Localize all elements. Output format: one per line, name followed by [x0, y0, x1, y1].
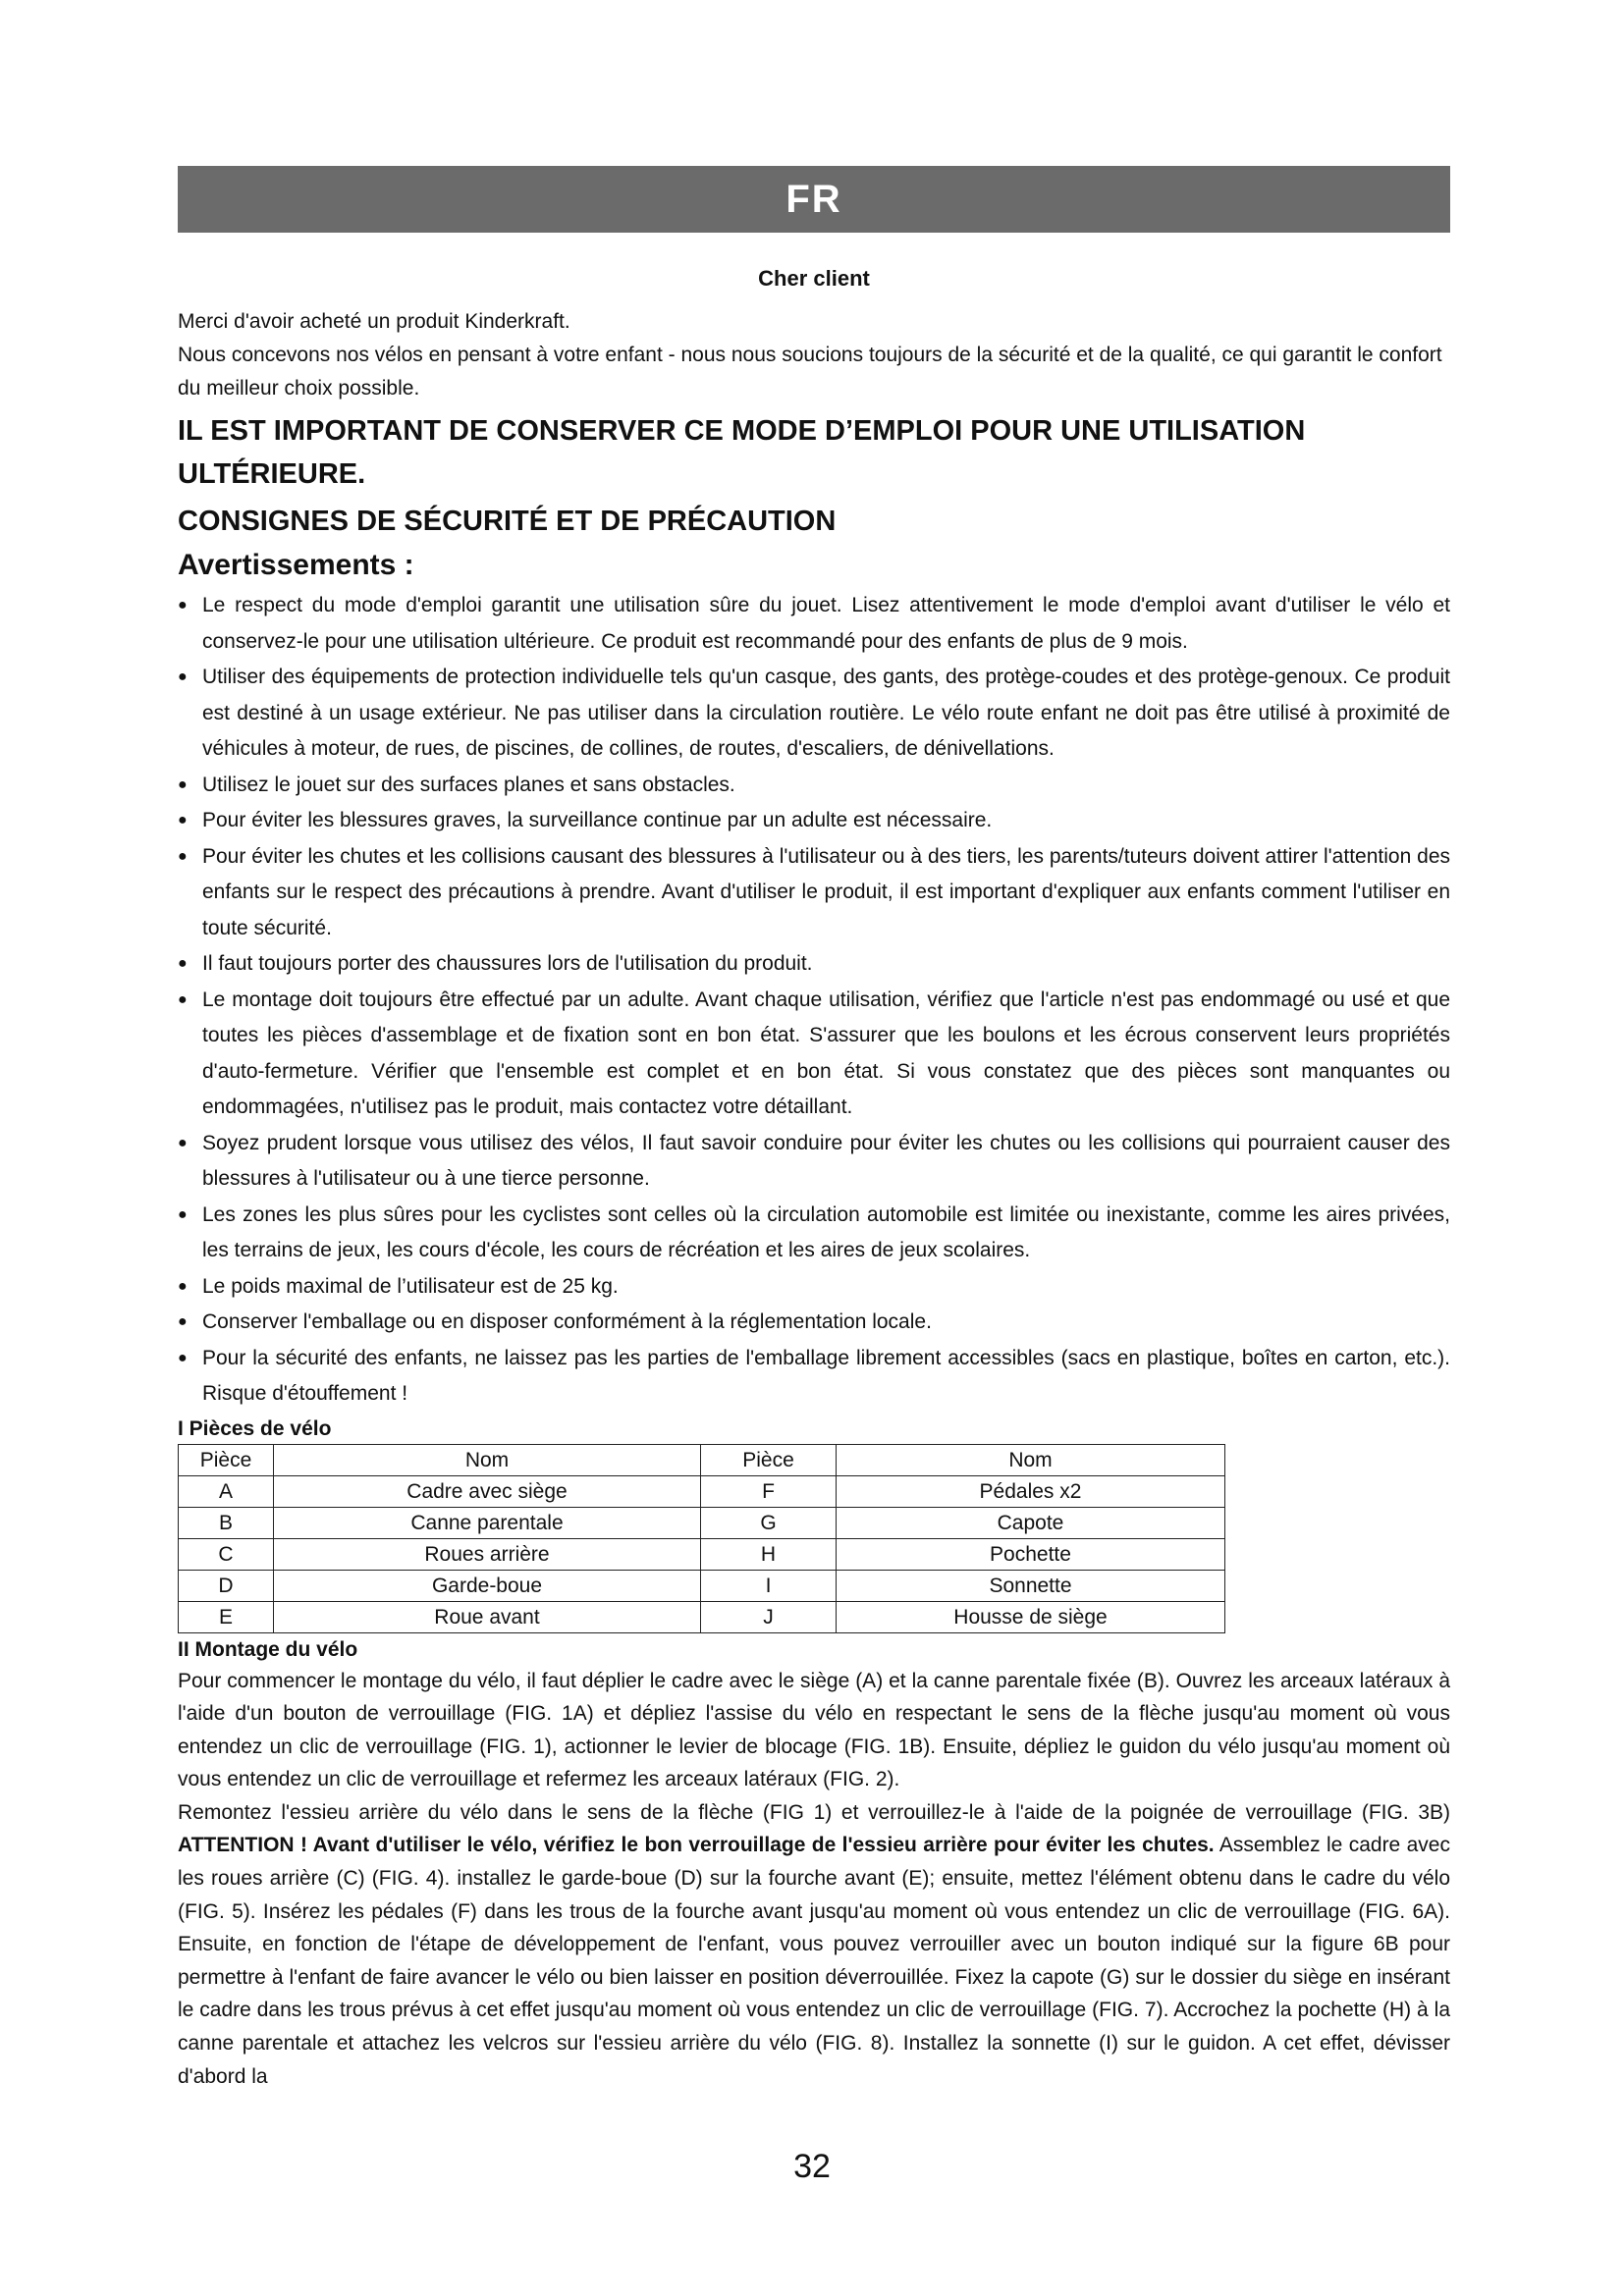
warning-item: ● Le montage doit toujours être effectué par un adulte. Avant chaque utilisation, vérifiez que l'article n'est pas endommagé ou usé et que toutes les pièces d'assemblage et de fixation sont en bon état. S'assurer que les boulons et les écrous conservent leurs propriétés d'auto-fermeture. Vérifier que l'ensemble est complet et en bon état. Si vous constatez que des pièces sont manquantes ou endommagées, n'utilisez pas le produit, mais contactez votre détaillant. — [178, 983, 1450, 1126]
table-row — [179, 1570, 1225, 1601]
part-name: Housse de siège — [837, 1601, 1225, 1632]
part-letter: F — [701, 1475, 837, 1507]
parts-table — [178, 1444, 1225, 1633]
part-letter: A — [179, 1475, 274, 1507]
table-row — [179, 1475, 1225, 1507]
warning-item: ● Le poids maximal de l’utilisateur est de 25 kg. — [178, 1269, 1450, 1306]
warning-item: ● Utiliser des équipements de protection individuelle tels qu'un casque, des gants, des protège-coudes et des protège-genoux. Ce produit est destiné à un usage extérieur. Ne pas utiliser dans la circulation routière. Le vélo route enfant ne doit pas être utilisé à proximité de véhicules à moteur, de rues, de piscines, de collines, de routes, d'escaliers, de dénivellations. — [178, 660, 1450, 768]
bullet-icon: ● — [178, 597, 188, 614]
bullet-icon: ● — [178, 1205, 188, 1223]
column-header-piece: Pièce — [179, 1444, 274, 1475]
part-letter: D — [179, 1570, 274, 1601]
warning-item: ● Conserver l'emballage ou en disposer conformément à la réglementation locale. — [178, 1305, 1450, 1341]
assembly-section-title: II Montage du vélo — [178, 1637, 358, 1661]
warning-item: ● Les zones les plus sûres pour les cyclistes sont celles où la circulation automobile est limitée ou inexistante, comme les aires privées, les terrains de jeux, les cours d'école, les cours de récréation et les aires de jeux scolaires. — [178, 1198, 1450, 1269]
warning-item: ● Le respect du mode d'emploi garantit une utilisation sûre du jouet. Lisez attentivement le mode d'emploi avant d'utiliser le vélo et conservez-le pour une utilisation ultérieure. Ce produit est recommandé pour des enfants de plus de 9 mois. — [178, 588, 1450, 660]
column-header-name: Nom — [274, 1444, 701, 1475]
table-row — [179, 1538, 1225, 1570]
part-letter: H — [701, 1538, 837, 1570]
part-name: Capote — [837, 1507, 1225, 1538]
warning-item: ● Pour éviter les chutes et les collisions causant des blessures à l'utilisateur ou à des tiers, les parents/tuteurs doivent attirer l'attention des enfants sur le respect des précautions à prendre. Avant d'utiliser le produit, il est important d'expliquer aux enfants comment l'utiliser en toute sécurité. — [178, 839, 1450, 947]
part-letter: I — [701, 1570, 837, 1601]
bullet-icon: ● — [178, 1277, 188, 1295]
column-header-piece: Pièce — [701, 1444, 837, 1475]
parts-section-title: I Pièces de vélo — [178, 1416, 332, 1440]
page-number: 32 — [793, 2148, 831, 2185]
bullet-icon: ● — [178, 812, 188, 828]
column-header-name: Nom — [837, 1444, 1225, 1475]
warning-item: ● Pour éviter les blessures graves, la surveillance continue par un adulte est nécessaire. — [178, 803, 1450, 839]
safety-heading: CONSIGNES DE SÉCURITÉ ET DE PRÉCAUTION — [178, 506, 837, 537]
part-letter: C — [179, 1538, 274, 1570]
language-code: FR — [785, 177, 842, 221]
part-letter: B — [179, 1507, 274, 1538]
keep-manual-heading: IL EST IMPORTANT DE CONSERVER CE MODE D’EMPLOI POUR UNE UTILISATION ULTÉRIEURE. — [178, 415, 1306, 490]
assembly-paragraph-2: Remontez l'essieu arrière du vélo dans le sens de la flèche (FIG 1) et verrouillez-le à l'aide de la poignée de verrouillage (FIG. 3B) ATTENTION ! Avant d'utiliser le vélo, vérifiez le bon verrouillage de l'essieu arrière pour éviter les chutes. Assemblez le cadre avec les roues arrière (C) (FIG. 4). installez le garde-boue (D) sur la fourche avant (E); ensuite, mettez l'élément obtenu dans le cadre du vélo (FIG. 5). Insérez les pédales (F) dans les trous de la fourche avant jusqu'au moment où vous entendez un clic de verrouillage (FIG. 6A). Ensuite, en fonction de l'étape de développement de l'enfant, vous pouvez verrouiller avec un bouton indiqué sur la figure 6B pour permettre à l'enfant de faire avancer le vélo ou bien laisser en position déverrouillée. Fixez la capote (G) sur le dossier du siège en insérant le cadre dans les trous prévus à cet effet jusqu'au moment où vous entendez un clic de verrouillage (FIG. 7). Accrochez la pochette (H) à la canne parentale et attachez les velcros sur l'essieu arrière du vélo (FIG. 8). Installez la sonnette (I) sur le guidon. A cet effet, dévisser d'abord la — [178, 1800, 1450, 2088]
language-header-bar — [178, 166, 1450, 233]
table-row — [179, 1507, 1225, 1538]
part-name: Roues arrière — [274, 1538, 701, 1570]
part-name: Pédales x2 — [837, 1475, 1225, 1507]
part-name: Pochette — [837, 1538, 1225, 1570]
greeting: Cher client — [758, 266, 870, 291]
part-letter: E — [179, 1601, 274, 1632]
part-letter: J — [701, 1601, 837, 1632]
warnings-heading: Avertissements : — [178, 549, 414, 581]
table-row — [179, 1601, 1225, 1632]
bullet-icon: ● — [178, 990, 188, 1008]
part-name: Sonnette — [837, 1570, 1225, 1601]
warnings-list — [178, 588, 1450, 1413]
warning-item: ● Utilisez le jouet sur des surfaces planes et sans obstacles. — [178, 768, 1450, 804]
part-name: Roue avant — [274, 1601, 701, 1632]
table-header-row — [179, 1444, 1225, 1475]
part-name: Canne parentale — [274, 1507, 701, 1538]
bullet-icon: ● — [178, 955, 188, 972]
part-name: Garde-boue — [274, 1570, 701, 1601]
attention-warning: ATTENTION ! Avant d'utiliser le vélo, vérifiez le bon verrouillage de l'essieu arrière pour éviter les chutes. — [178, 1834, 1215, 1857]
bullet-icon: ● — [178, 847, 188, 865]
bullet-icon: ● — [178, 668, 188, 685]
assembly-paragraph-1: Pour commencer le montage du vélo, il faut déplier le cadre avec le siège (A) et la canne parentale fixée (B). Ouvrez les arceaux latéraux à l'aide d'un bouton de verrouillage (FIG. 1A) et dépliez l'assise du vélo en respectant le sens de la flèche jusqu'au moment où vous entendez un clic de verrouillage (FIG. 1), actionner le levier de blocage (FIG. 1B). Ensuite, dépliez le guidon du vélo jusqu'au moment où vous entendez un clic de verrouillage et refermez les arceaux latéraux (FIG. 2). — [178, 1669, 1450, 1791]
bullet-icon: ● — [178, 1313, 188, 1330]
intro-thanks: Merci d'avoir acheté un produit Kinderkraft. — [178, 310, 570, 333]
warning-item: ● Pour la sécurité des enfants, ne laissez pas les parties de l'emballage librement accessibles (sacs en plastique, boîtes en carton, etc.). Risque d'étouffement ! — [178, 1341, 1450, 1413]
part-letter: G — [701, 1507, 837, 1538]
bullet-icon: ● — [178, 775, 188, 793]
warning-item: ● Soyez prudent lorsque vous utilisez des vélos, Il faut savoir conduire pour éviter les chutes ou les collisions qui pourraient causer des blessures à l'utilisateur ou à une tierce personne. — [178, 1126, 1450, 1198]
warning-item: ● Il faut toujours porter des chaussures lors de l'utilisation du produit. — [178, 946, 1450, 983]
part-name: Cadre avec siège — [274, 1475, 701, 1507]
bullet-icon: ● — [178, 1349, 188, 1366]
intro-description: Nous concevons nos vélos en pensant à votre enfant - nous nous soucions toujours de la sécurité et de la qualité, ce qui garantit le confort du meilleur choix possible. — [178, 344, 1442, 400]
bullet-icon: ● — [178, 1134, 188, 1151]
document-page — [178, 166, 1450, 2093]
